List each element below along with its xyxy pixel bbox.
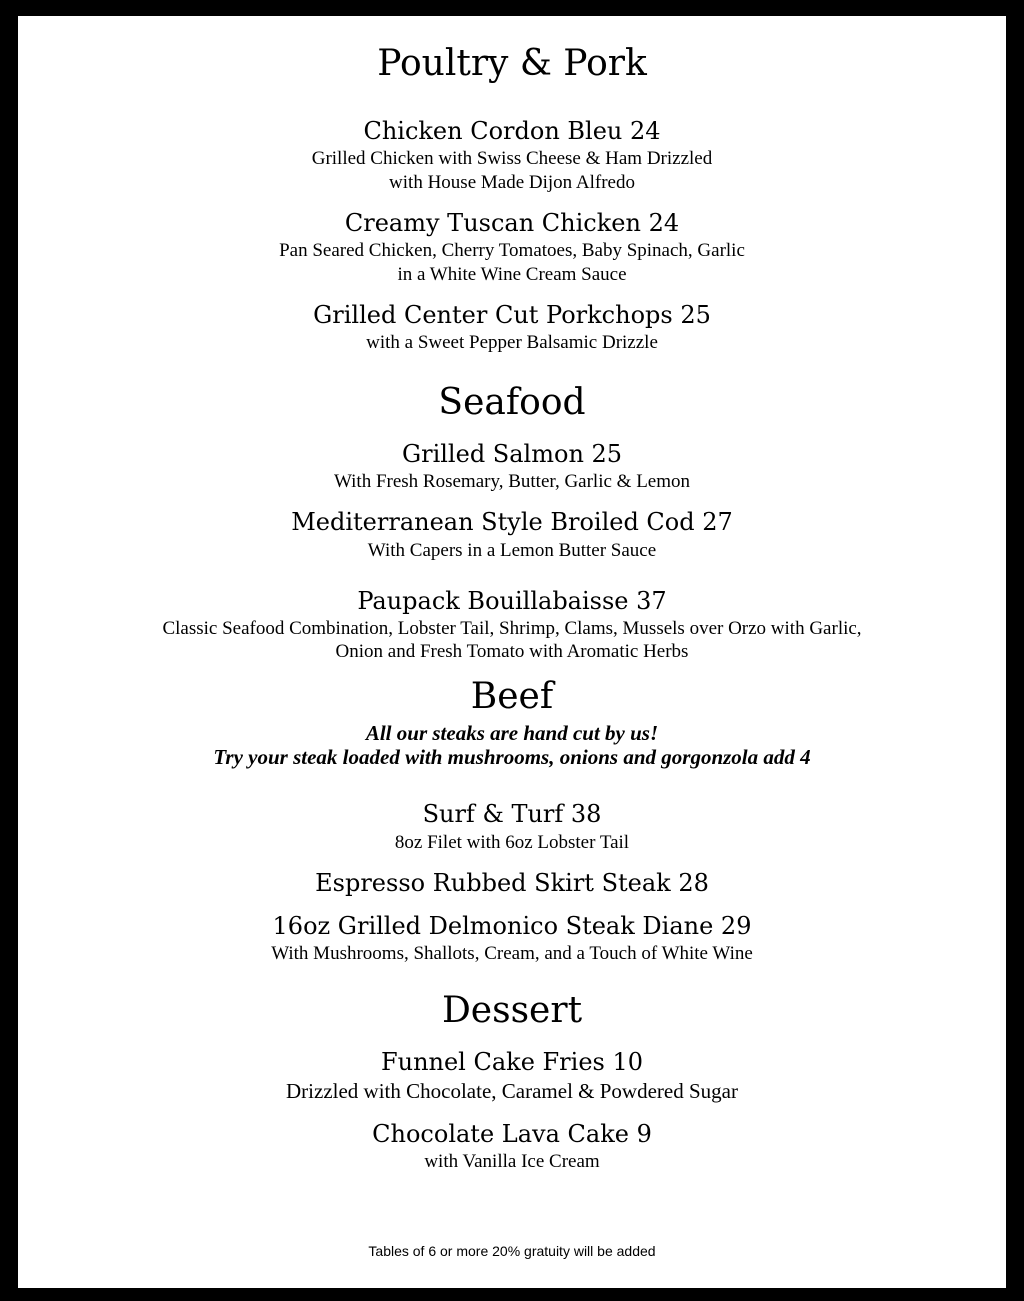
section-title-dessert: Dessert: [441, 990, 583, 1031]
menu-item-name: Grilled Salmon 25: [401, 440, 623, 468]
menu-item-name: Paupack Bouillabaisse 37: [357, 587, 667, 615]
menu-item-description: With Mushrooms, Shallots, Cream, and a Touch of White Wine: [271, 943, 753, 964]
menu-item-description: with Vanilla Ice Cream: [424, 1151, 600, 1172]
menu-item-name: Creamy Tuscan Chicken 24: [344, 209, 680, 237]
menu-item-name: Chocolate Lava Cake 9: [372, 1120, 652, 1148]
menu-item-name: Espresso Rubbed Skirt Steak 28: [315, 869, 709, 897]
menu-item-name: Chicken Cordon Bleu 24: [363, 117, 661, 145]
section-title-poultry-pork: Poultry & Pork: [377, 43, 647, 84]
menu-item-description: With Fresh Rosemary, Butter, Garlic & Lemon: [333, 471, 691, 492]
menu-item-description: with a Sweet Pepper Balsamic Drizzle: [366, 332, 658, 353]
menu-item-name: Grilled Center Cut Porkchops 25: [313, 301, 711, 329]
menu-page: [18, 16, 1006, 1288]
section-title-seafood: Seafood: [438, 382, 586, 423]
menu-item-description: Grilled Chicken with Swiss Cheese & Ham Drizzled: [311, 148, 713, 169]
menu-item-description: Classic Seafood Combination, Lobster Tail, Shrimp, Clams, Mussels over Orzo with Garlic,: [162, 618, 862, 639]
menu-item-description: With Capers in a Lemon Butter Sauce: [367, 540, 657, 561]
menu-item-description: Onion and Fresh Tomato with Aromatic Herbs: [335, 641, 689, 662]
menu-item-description: Pan Seared Chicken, Cherry Tomatoes, Baby Spinach, Garlic: [279, 240, 745, 261]
gratuity-footer-note: Tables of 6 or more 20% gratuity will be added: [368, 1243, 656, 1259]
menu-item-description: 8oz Filet with 6oz Lobster Tail: [394, 832, 630, 853]
section-note: All our steaks are hand cut by us!: [365, 721, 659, 745]
section-title-beef: Beef: [470, 676, 554, 717]
menu-item-description: in a White Wine Cream Sauce: [397, 264, 627, 285]
menu-item-description: with House Made Dijon Alfredo: [389, 172, 635, 193]
menu-item-name: Funnel Cake Fries 10: [380, 1048, 644, 1076]
menu-item-name: Mediterranean Style Broiled Cod 27: [291, 508, 733, 536]
section-note: Try your steak loaded with mushrooms, onions and gorgonzola add 4: [213, 745, 811, 769]
menu-item-name: 16oz Grilled Delmonico Steak Diane 29: [272, 912, 752, 940]
menu-item-description: Drizzled with Chocolate, Caramel & Powdered Sugar: [286, 1079, 738, 1103]
menu-item-name: Surf & Turf 38: [422, 800, 602, 828]
